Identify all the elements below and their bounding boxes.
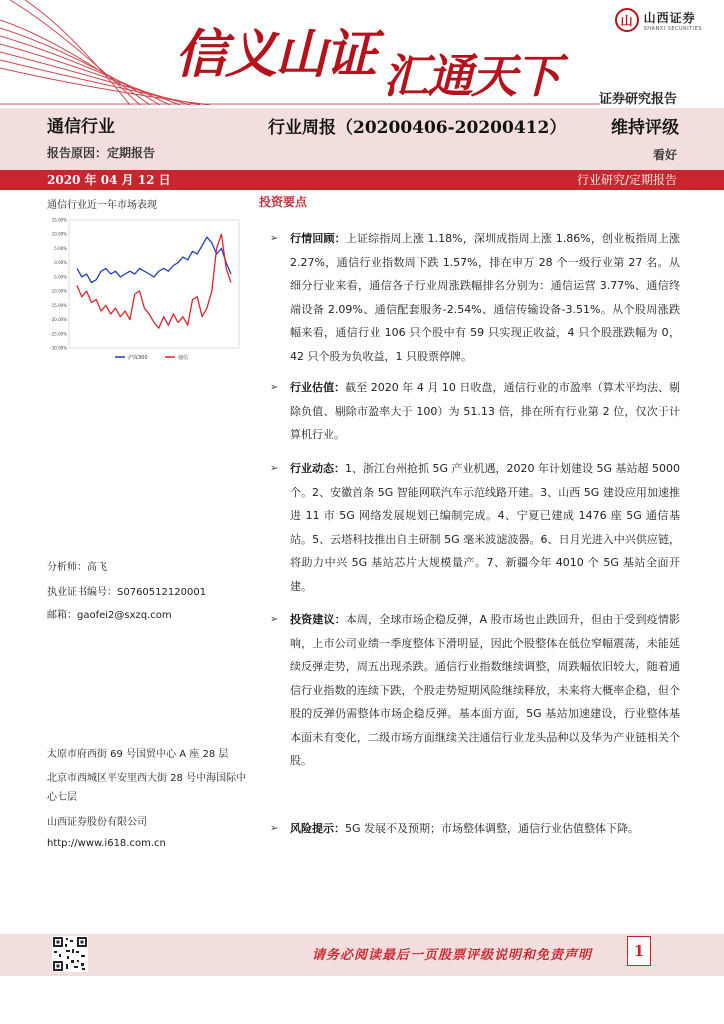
paragraph-market-review [270, 227, 680, 368]
bullet-arrow-icon: ➢ [270, 233, 279, 244]
section-heading: 投资要点 [259, 195, 308, 209]
series-line-通信 [77, 234, 231, 328]
chart-frame [69, 220, 239, 348]
email: 邮箱：gaofei2@sxzq.com [47, 610, 172, 621]
series-line-沪深300 [77, 237, 231, 283]
paragraph-investment-advice [270, 608, 680, 773]
y-tick-label: -15.00% [50, 302, 67, 308]
paragraph-text: 5G 发展不及预期；市场整体调整，通信行业估值整体下降。 [345, 822, 640, 835]
company-name: 山西证券股份有限公司 [47, 817, 147, 828]
market-performance-chart [45, 212, 245, 362]
slogan-part1: 信义山证 [175, 24, 376, 85]
y-tick-label: -30.00% [50, 345, 67, 351]
y-tick-label: 10.00% [51, 231, 67, 237]
report-reason: 报告原因：定期报告 [47, 146, 156, 160]
outlook: 看好 [652, 148, 677, 162]
y-tick-label: -25.00% [50, 331, 67, 337]
rating: 维持评级 [611, 118, 679, 138]
qr-code-icon [52, 936, 88, 972]
paragraph-label: 行业估值： [290, 381, 346, 394]
y-tick-label: -10.00% [50, 288, 67, 294]
chart-title: 通信行业近一年市场表现 [47, 200, 157, 211]
paragraph-label: 投资建议： [290, 613, 346, 626]
legend-label: 沪深300 [128, 355, 148, 361]
industry-name: 通信行业 [47, 117, 115, 137]
page-number: 1 [627, 936, 651, 966]
report-title: 行业周报（20200406-20200412） [268, 118, 567, 138]
bullet-arrow-icon: ➢ [270, 463, 279, 474]
report-category: 行业研究/定期报告 [576, 173, 677, 187]
paragraph-label: 行情回顾： [290, 232, 346, 245]
logo-mark-icon: 山 [615, 8, 639, 32]
paragraph-valuation [270, 376, 680, 447]
report-date: 2020 年 04 月 12 日 [47, 173, 171, 187]
y-tick-label: -5.00% [52, 274, 67, 280]
bullet-arrow-icon: ➢ [270, 382, 279, 393]
paragraph-text: 1、浙江台州抢抓 5G 产业机遇，2020 年计划建设 5G 基站超 5000 个。2、安徽首条 5G 智能网联汽车示范线路开建。3、山西 5G 建设应用加速推进 11 市 5G 网络发展规划已编制完成。4、宁夏已建成 1476 座 5G 通信基站。5、云塔科技推出自主研制 5G 毫米波滤波器。6、日月光进入中兴供应链，将助力中兴 5G 基站芯片大规模量产。7、新疆今年 4010 个 5G 基站全面开建。 [290, 462, 681, 593]
paragraph-risk [270, 817, 680, 841]
logo-name-cn: 山西证券 [643, 10, 696, 25]
bullet-arrow-icon: ➢ [270, 823, 279, 834]
paragraph-text: 截至 2020 年 4 月 10 日收盘，通信行业的市盈率（算术平均法、剔除负值、剔除市盈率大于 100）为 51.13 倍，排在所有行业第 2 位，仅次于计算机行业。 [290, 381, 681, 441]
disclaimer-notice: 请务必阅读最后一页股票评级说明和免责声明 [312, 948, 593, 963]
paragraph-text: 上证综指周上涨 1.18%，深圳成指周上涨 1.86%，创业板指周上涨 2.27%，通信行业指数周下跌 1.57%，排在申万 28 个一级行业第 27 名。从细分行业来看，通信各子行业周涨跌幅排名分别为：通信运营 3.77%、通信终端设备 2.09%、通信配套服务-2.54%、通信传输设备-3.51%。从个股周涨跌幅来看，通信行业 106 只个股中有 59 只实现正收益，4 只个股涨跌幅为 0，42 只个股为负收益，1 只股票停牌。 [290, 232, 680, 363]
y-tick-label: 0.00% [54, 260, 67, 266]
license-number: 执业证书编号：S0760512120001 [47, 587, 207, 598]
company-logo [615, 8, 702, 32]
report-type: 证券研究报告 [598, 92, 677, 107]
paragraph-label: 风险提示： [290, 822, 345, 835]
analyst: 分析师：高飞 [47, 562, 107, 573]
paragraph-industry-news [270, 457, 680, 598]
paragraph-text: 本周，全球市场企稳反弹，A 股市场也止跌回升，但由于受到疫情影响，上市公司业绩一季度整体下滑明显，因此个股整体在低位窄幅震荡，未能延续反弹走势，周五出现杀跌。通信行业指数继续调整，周跌幅依旧较大，随着通信行业指数的连续下跌，个股走势短期风险继续释放，未来将大概率企稳，但个股的反弹仍需整体市场企稳反弹。基本面方面，5G 基站加速建设，行业整体基本面未有变化，二级市场方面继续关注通信行业龙头品种以及华为产业链相关个股。 [290, 613, 680, 767]
y-tick-label: 15.00% [51, 217, 67, 223]
slogan-part2: 汇通天下 [383, 49, 559, 103]
address-taiyuan: 太原市府西街 69 号国贸中心 A 座 28 层 [47, 749, 229, 760]
y-tick-label: 5.00% [54, 245, 67, 251]
address-beijing: 北京市西城区平安里西大街 28 号中海国际中心七层 [47, 773, 247, 803]
paragraph-label: 行业动态： [290, 462, 345, 475]
legend-label: 通信 [178, 355, 189, 361]
bullet-arrow-icon: ➢ [270, 614, 279, 625]
logo-name-en: SHANXI SECURITIES [643, 25, 702, 32]
website-link[interactable]: http://www.i618.com.cn [47, 838, 166, 849]
y-tick-label: -20.00% [50, 317, 67, 323]
